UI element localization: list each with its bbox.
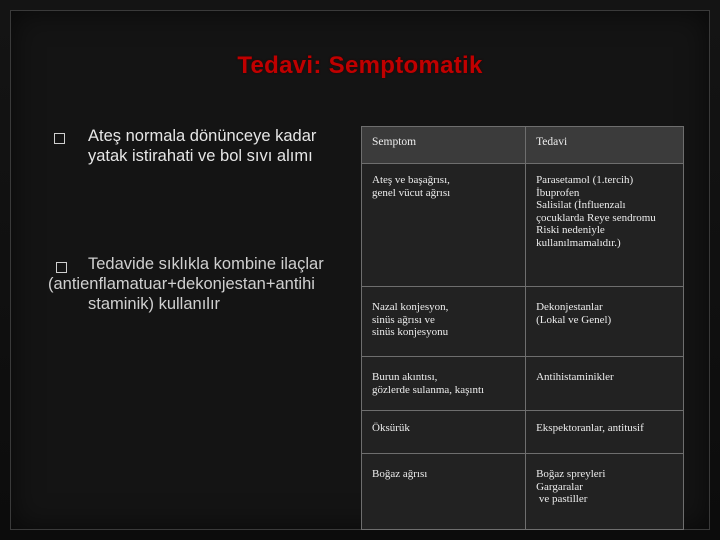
bullet-item-combination [48, 254, 364, 314]
cell-line: Riski nedeniyle [536, 224, 605, 236]
cell-line: sinüs konjesyonu [372, 326, 449, 338]
cell-line: Boğaz spreyleri [536, 468, 606, 480]
cell-line: ve pastiller [536, 493, 588, 505]
treatment-cell [526, 287, 684, 357]
cell-line: Ekspektoranlar, antitusif [536, 422, 644, 434]
cell-line: Nazal konjesyon, [372, 301, 449, 313]
square-bullet-icon [54, 133, 65, 144]
cell-line: Ateş ve başağrısı, [372, 174, 450, 186]
header-cell-symptom: Semptom [362, 127, 526, 164]
cell-line: İbuprofen [536, 186, 580, 199]
cell-line: kullanılmamalıdır.) [536, 236, 621, 249]
symptom-cell [362, 164, 526, 287]
cell-line: Boğaz ağrısı [372, 468, 428, 480]
treatment-cell [526, 454, 684, 530]
bullet-line: (antienflamatuar+dekonjestan+antihi [48, 275, 315, 293]
table-row [362, 164, 684, 287]
bullet-item-rest [88, 126, 358, 166]
header-cell-treatment: Tedavi [526, 127, 684, 164]
symptom-cell [362, 287, 526, 357]
bullet-line: yatak istirahati ve bol sıvı alımı [88, 147, 313, 165]
table-row [362, 357, 684, 411]
table-header-row [362, 127, 684, 164]
cell-line: gözlerde sulanma, kaşıntı [372, 383, 485, 396]
cell-line: Gargaralar [536, 480, 583, 493]
cell-line: Antihistaminikler [536, 371, 614, 383]
treatment-cell [526, 411, 684, 454]
cell-line: çocuklarda Reye sendromu [536, 211, 656, 224]
table-row [362, 287, 684, 357]
table-row [362, 411, 684, 454]
cell-line: Salisilat (İnfluenzalı [536, 199, 626, 211]
symptom-cell [362, 411, 526, 454]
square-bullet-icon [56, 262, 67, 273]
cell-line: Dekonjestanlar [536, 301, 603, 313]
cell-line: (Lokal ve Genel) [536, 313, 612, 326]
table-row [362, 454, 684, 530]
symptom-cell [362, 357, 526, 411]
cell-line: Öksürük [372, 422, 410, 434]
bullet-line: staminik) kullanılır [88, 295, 221, 313]
bullet-line: Tedavide sıklıkla kombine ilaçlar [88, 255, 324, 273]
slide-title: Tedavi: Semptomatik [237, 52, 483, 79]
treatment-cell [526, 357, 684, 411]
cell-line: sinüs ağrısı ve [372, 313, 435, 326]
symptom-cell [362, 454, 526, 530]
cell-line: Parasetamol (1.tercih) [536, 174, 634, 186]
cell-line: Burun akıntısı, [372, 371, 438, 383]
treatment-cell [526, 164, 684, 287]
cell-line: genel vücut ağrısı [372, 186, 451, 199]
symptom-treatment-table [361, 126, 684, 530]
bullet-line: Ateş normala dönünceye kadar [88, 127, 317, 145]
